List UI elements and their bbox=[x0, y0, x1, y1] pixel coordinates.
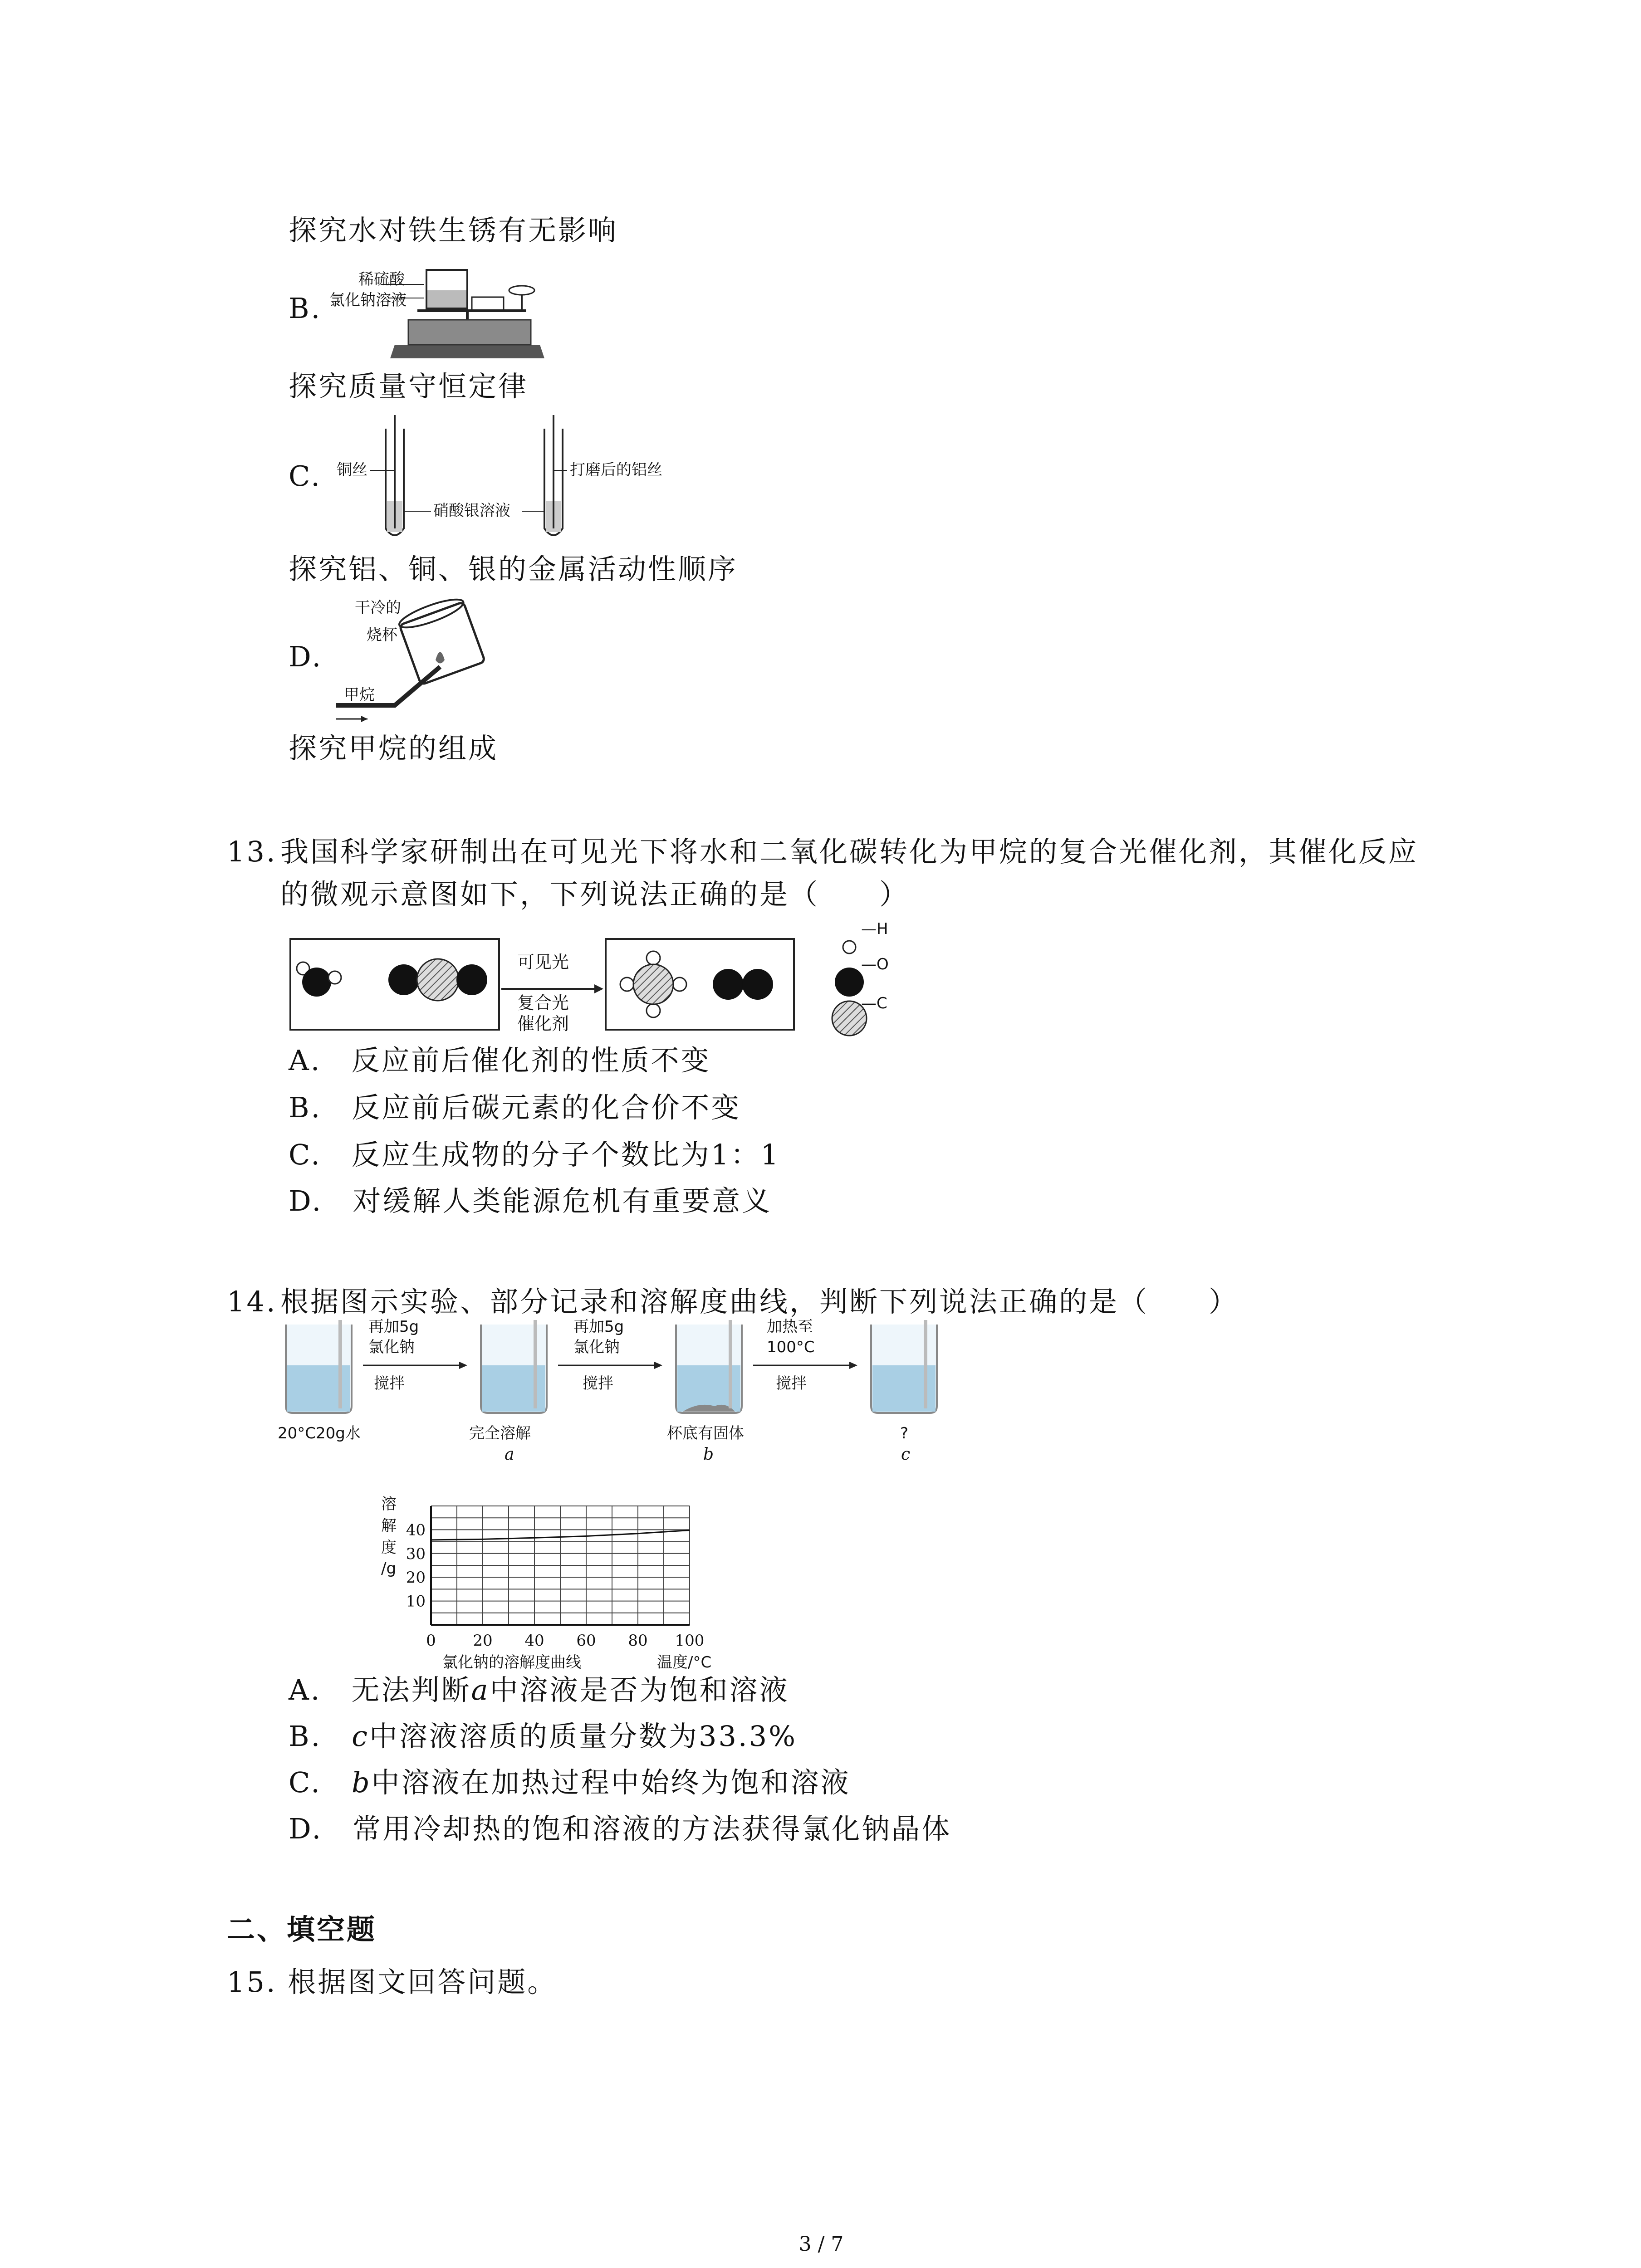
q14-step1-top2: 氯化钠 bbox=[368, 1338, 415, 1356]
q13-option-a: A. 反应前后催化剂的性质不变 bbox=[289, 1044, 711, 1077]
q13-arrow-top-label: 可见光 bbox=[517, 952, 569, 972]
q13-reaction-diagram bbox=[290, 934, 953, 1034]
q15-stem: 15. 根据图文回答问题。 bbox=[227, 1965, 558, 1999]
chart-x-tick-label: 0 bbox=[426, 1632, 436, 1650]
q13-legend-c: —C bbox=[861, 994, 887, 1012]
q12-option-c-caption: 探究铝、铜、银的金属活动性顺序 bbox=[289, 552, 738, 586]
chart-y-tick-label: 20 bbox=[406, 1569, 426, 1587]
q13-arrow-bottom-label-1: 复合光 bbox=[517, 993, 569, 1013]
q14-option-c-suffix: 中溶液在加热过程中始终为饱和溶液 bbox=[371, 1766, 851, 1799]
chart-ylabel-3: /g bbox=[381, 1559, 397, 1578]
q12-option-a-caption: 探究水对铁生锈有无影响 bbox=[289, 214, 618, 247]
q12-c-label-al: 打磨后的铝丝 bbox=[570, 461, 662, 479]
q12-option-b-letter: B. bbox=[289, 292, 322, 325]
q14-option-c-prefix: C. bbox=[289, 1766, 352, 1799]
chart-y-tick-label: 40 bbox=[406, 1521, 426, 1540]
q13-legend-h: —H bbox=[861, 920, 888, 938]
solubility-chart-plot bbox=[363, 1488, 726, 1678]
q13-stem-line-2: 的微观示意图如下，下列说法正确的是（ ） bbox=[280, 878, 910, 911]
molecule-diagram bbox=[290, 934, 953, 1034]
q14-option-c-var: b bbox=[351, 1766, 372, 1799]
q14-option-b-prefix: B. bbox=[289, 1720, 352, 1753]
test-tubes-icon bbox=[327, 415, 690, 551]
q13-stem-line-1: 我国科学家研制出在可见光下将水和二氧化碳转化为甲烷的复合光催化剂，其催化反应 bbox=[280, 835, 1419, 868]
chart-x-tick-label: 20 bbox=[473, 1632, 493, 1650]
q12-option-c-letter: C. bbox=[289, 459, 322, 493]
q13-option-d: D. 对缓解人类能源危机有重要意义 bbox=[289, 1184, 772, 1217]
q14-option-c bbox=[289, 1765, 851, 1801]
q12-option-b-caption: 探究质量守恒定律 bbox=[289, 370, 529, 403]
q14-step2-top1: 再加5g bbox=[573, 1318, 624, 1336]
q14-option-b-var: c bbox=[352, 1720, 370, 1753]
q13-arrow-bottom-label-2: 催化剂 bbox=[517, 1014, 569, 1034]
chart-y-tick-label: 30 bbox=[406, 1545, 426, 1563]
chart-title: 氯化钠的溶解度曲线 bbox=[442, 1653, 581, 1672]
chart-x-tick-label: 80 bbox=[628, 1632, 648, 1650]
q12-d-label-beaker-1: 干冷的 bbox=[355, 599, 401, 617]
q14-option-b-suffix: 中溶液溶质的质量分数为33.3% bbox=[369, 1720, 797, 1753]
q14-option-a-suffix: 中溶液是否为饱和溶液 bbox=[490, 1673, 789, 1706]
q13-number: 13. bbox=[227, 835, 277, 868]
chart-y-tick-label: 10 bbox=[406, 1592, 426, 1611]
q12-option-d-letter: D. bbox=[289, 640, 323, 673]
q12-test-tube-figure bbox=[327, 415, 690, 551]
q14-beaker0-label: 20°C20g水 bbox=[278, 1424, 361, 1442]
q13-option-c: C. 反应生成物的分子个数比为1：1 bbox=[289, 1138, 780, 1171]
page-number: 3 / 7 bbox=[798, 2233, 844, 2256]
chart-xlabel: 温度/°C bbox=[657, 1653, 712, 1672]
q14-stem: 根据图示实验、部分记录和溶解度曲线，判断下列说法正确的是（ ） bbox=[280, 1285, 1239, 1318]
q12-b-label-acid: 稀硫酸 bbox=[358, 270, 405, 288]
q14-beaker2-label: 杯底有固体 bbox=[667, 1424, 744, 1442]
q12-b-label-nacl: 氯化钠溶液 bbox=[329, 291, 407, 309]
q14-option-a-var: a bbox=[471, 1673, 490, 1706]
q14-step3-top2: 100°C bbox=[767, 1338, 815, 1356]
q14-option-a-prefix: A. 无法判断 bbox=[289, 1673, 471, 1706]
q12-option-d-caption: 探究甲烷的组成 bbox=[289, 732, 499, 765]
q14-step1-top1: 再加5g bbox=[368, 1318, 419, 1336]
q14-beaker1-tag: a bbox=[505, 1445, 514, 1464]
chart-ylabel-2: 度 bbox=[381, 1539, 397, 1557]
chart-ylabel-1: 解 bbox=[381, 1517, 397, 1535]
q14-number: 14. bbox=[227, 1285, 277, 1318]
chart-x-tick-label: 60 bbox=[576, 1632, 596, 1650]
q14-beaker3-label: ? bbox=[900, 1424, 909, 1442]
chart-x-tick-label: 100 bbox=[675, 1632, 705, 1650]
q14-step2-top2: 氯化钠 bbox=[573, 1338, 620, 1356]
q14-beaker3-tag: c bbox=[901, 1445, 911, 1464]
q14-option-b bbox=[289, 1718, 797, 1755]
q14-beaker2-tag: b bbox=[703, 1445, 714, 1464]
q14-step3-bottom: 搅拌 bbox=[776, 1374, 807, 1393]
q12-c-label-copper: 铜丝 bbox=[337, 461, 367, 479]
q14-step2-bottom: 搅拌 bbox=[583, 1374, 613, 1393]
q12-d-label-beaker-2: 烧杯 bbox=[367, 626, 397, 644]
section-2-heading: 二、填空题 bbox=[227, 1913, 377, 1946]
solubility-chart bbox=[363, 1488, 726, 1678]
chart-ylabel-0: 溶 bbox=[381, 1495, 397, 1513]
q14-step3-top1: 加热至 bbox=[767, 1318, 813, 1336]
q13-legend-o: —O bbox=[861, 955, 889, 973]
q14-option-a bbox=[289, 1672, 789, 1708]
q12-c-label-solution: 硝酸银溶液 bbox=[433, 502, 510, 520]
chart-x-tick-label: 40 bbox=[524, 1632, 544, 1650]
q13-option-b: B. 反应前后碳元素的化合价不变 bbox=[289, 1091, 741, 1124]
q14-option-d: D. 常用冷却热的饱和溶液的方法获得氯化钠晶体 bbox=[289, 1812, 952, 1845]
q14-beaker1-label: 完全溶解 bbox=[469, 1424, 531, 1442]
q14-step1-bottom: 搅拌 bbox=[374, 1374, 405, 1393]
q12-d-label-gas: 甲烷 bbox=[344, 686, 375, 704]
